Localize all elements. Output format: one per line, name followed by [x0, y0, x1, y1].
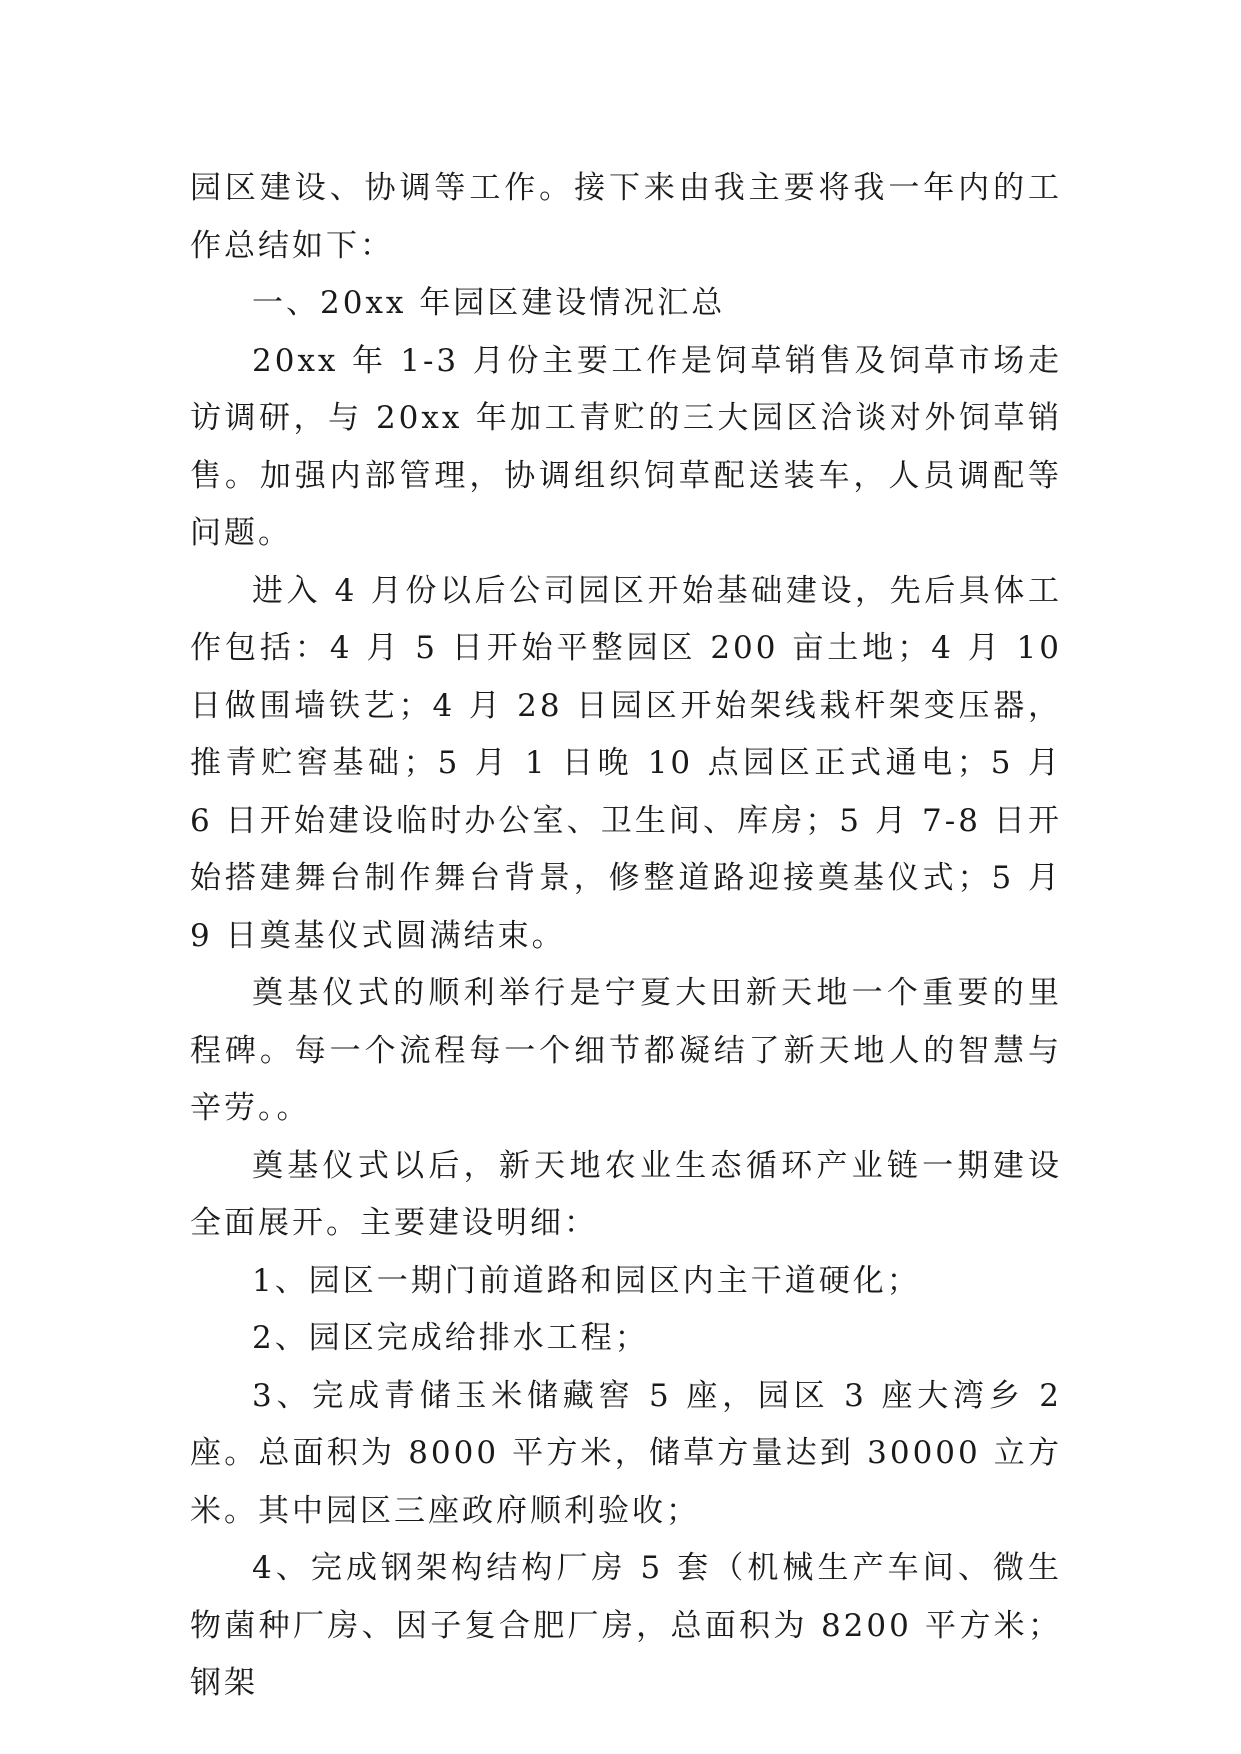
document-body — [190, 160, 1062, 1713]
section-heading: 一、20xx 年园区建设情况汇总 — [252, 285, 726, 321]
paragraph-infrastructure: 进入 4 月份以后公司园区开始基础建设，先后具体工作包括：4 月 5 日开始平整园区 200 亩土地；4 月 10 日做围墙铁艺；4 月 28 日园区开始架线栽杆架变压器，推青贮窖基础；5 月 1 日晚 10 点园区正式通电；5 月 6 日开始建设临时办公室、卫生间、库房；5 月 7-8 日开始搭建舞台制作舞台背景，修整道路迎接奠基仪式；5 月 9 日奠基仪式圆满结束。 — [190, 572, 1062, 954]
paragraph-q1-work: 20xx 年 1-3 月份主要工作是饲草销售及饲草市场走访调研，与 20xx 年加工青贮的三大园区洽谈对外饲草销售。加强内部管理，协调组织饲草配送装车，人员调配等问题。 — [190, 342, 1062, 551]
list-item-roads: 1、园区一期门前道路和园区内主干道硬化； — [252, 1262, 921, 1299]
paragraph-phase-one: 奠基仪式以后，新天地农业生态循环产业链一期建设全面展开。主要建设明细： — [190, 1147, 1062, 1241]
list-item-steel-plants: 4、完成钢架构结构厂房 5 套（机械生产车间、微生物菌种厂房、因子复合肥厂房，总面积为 8200 平方米；钢架 — [190, 1550, 1062, 1701]
list-item-drainage: 2、园区完成给排水工程； — [252, 1320, 649, 1356]
list-item-silage-cellars: 3、完成青储玉米储藏窖 5 座，园区 3 座大湾乡 2 座。总面积为 8000 平方米，储草方量达到 30000 立方米。其中园区三座政府顺利验收； — [190, 1377, 1062, 1529]
paragraph-milestone: 奠基仪式的顺利举行是宁夏大田新天地一个重要的里程碑。每一个流程每一个细节都凝结了新天地人的智慧与辛劳。。 — [190, 975, 1062, 1126]
paragraph-continuation: 园区建设、协调等工作。接下来由我主要将我一年内的工作总结如下： — [190, 170, 1062, 264]
